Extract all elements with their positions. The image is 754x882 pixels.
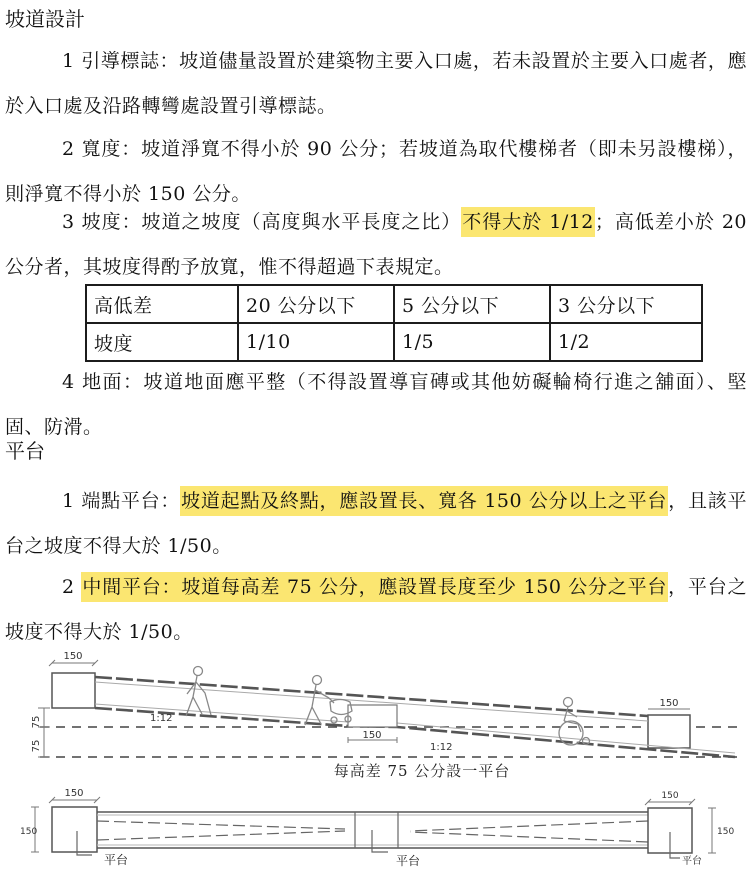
plan-slope-line <box>410 832 648 842</box>
plan-slope-line <box>97 821 345 829</box>
plan-left-side-dim-label: 150 <box>20 827 38 837</box>
plan-right-side-dim-label: 150 <box>717 827 735 837</box>
plan-label-left-platform: 平台 <box>104 853 129 867</box>
paragraph-text: 3 坡度：坡道之坡度（高度與水平長度之比） <box>62 211 462 233</box>
plan-slope-line <box>410 821 648 831</box>
ramp-plan-diagram <box>20 786 744 878</box>
highlight-mid-platform: 中間平台：坡道每高差 75 公分，應設置長度至少 150 公分之平台 <box>81 572 668 602</box>
paragraph-slope <box>5 200 747 290</box>
paragraph-text: ；高低差小於 20 公分者，其坡度得酌予放寬，惟不得超過下表規定。 <box>5 211 747 278</box>
elevation-right-dim-label: 150 <box>659 698 679 709</box>
plan-label-right-platform: 平台 <box>682 856 702 867</box>
slope-ratio-label-2: 1:12 <box>430 742 453 753</box>
table-cell: 1/5 <box>394 323 550 361</box>
paragraph-text: ，且該平台之坡度不得大於 1/50。 <box>5 490 747 557</box>
elevation-mid-dim-label: 150 <box>362 730 382 741</box>
table-cell: 坡度 <box>86 323 238 361</box>
paragraph-text: 1 引導標誌：坡道儘量設置於建築物主要入口處，若未設置於主要入口處者，應於入口處及沿路轉彎處設置引導標誌。 <box>5 50 747 117</box>
paragraph-text: 1 端點平台： <box>62 490 181 512</box>
stroller-figure-icon <box>305 676 352 726</box>
table-row-height-difference <box>86 285 702 323</box>
elevation-rise-lower-label: 75 <box>31 739 42 753</box>
middle-platform-box <box>348 705 397 727</box>
plan-right-top-dim-label: 150 <box>661 791 679 801</box>
plan-slope-line <box>97 831 345 840</box>
plan-left-platform-box <box>52 807 97 852</box>
table-cell: 1/10 <box>238 323 394 361</box>
paragraph-mid-platform <box>5 565 747 655</box>
paragraph-text: ，平台之坡度不得大於 1/50。 <box>5 576 747 643</box>
right-platform-box <box>648 715 690 748</box>
table-cell: 3 公分以下 <box>550 285 702 323</box>
paragraph-text: 4 地面：坡道地面應平整（不得設置導盲磚或其他妨礙輪椅行進之舖面）、堅固、防滑。 <box>5 371 747 438</box>
ramp-elevation-diagram <box>30 645 754 759</box>
pedestrian-figure-icon <box>186 667 211 717</box>
paragraph-guide-signs <box>5 39 747 129</box>
table-row-slope <box>86 323 702 361</box>
table-cell: 20 公分以下 <box>238 285 394 323</box>
paragraph-text: 2 <box>62 576 82 598</box>
table-cell: 5 公分以下 <box>394 285 550 323</box>
table-cell: 1/2 <box>550 323 702 361</box>
plan-label-mid-platform: 平台 <box>396 854 421 868</box>
elevation-rise-upper-label: 75 <box>31 715 42 729</box>
page-title: 坡道設計 <box>5 7 85 31</box>
elevation-caption: 每高差 75 公分設一平台 <box>333 762 511 780</box>
highlight-slope-limit: 不得大於 1/12 <box>461 207 595 237</box>
left-platform-box <box>52 673 95 708</box>
slope-table <box>85 284 703 362</box>
section-heading-platform: 平台 <box>5 439 45 463</box>
paragraph-end-platform <box>5 479 747 569</box>
plan-left-top-dim-label: 150 <box>64 788 84 799</box>
slope-ratio-label-1: 1:12 <box>150 713 173 724</box>
elevation-left-dim-label: 150 <box>63 651 83 662</box>
highlight-end-platform: 坡道起點及終點，應設置長、寬各 150 公分以上之平台 <box>180 486 668 516</box>
ramp-surface-line <box>95 708 735 757</box>
paragraph-ground <box>5 360 747 450</box>
table-cell: 高低差 <box>86 285 238 323</box>
paragraph-text: 2 寬度：坡道淨寬不得小於 90 公分；若坡道為取代樓梯者（即未另設樓梯），則淨寬不得小於 150 公分。 <box>5 138 747 205</box>
